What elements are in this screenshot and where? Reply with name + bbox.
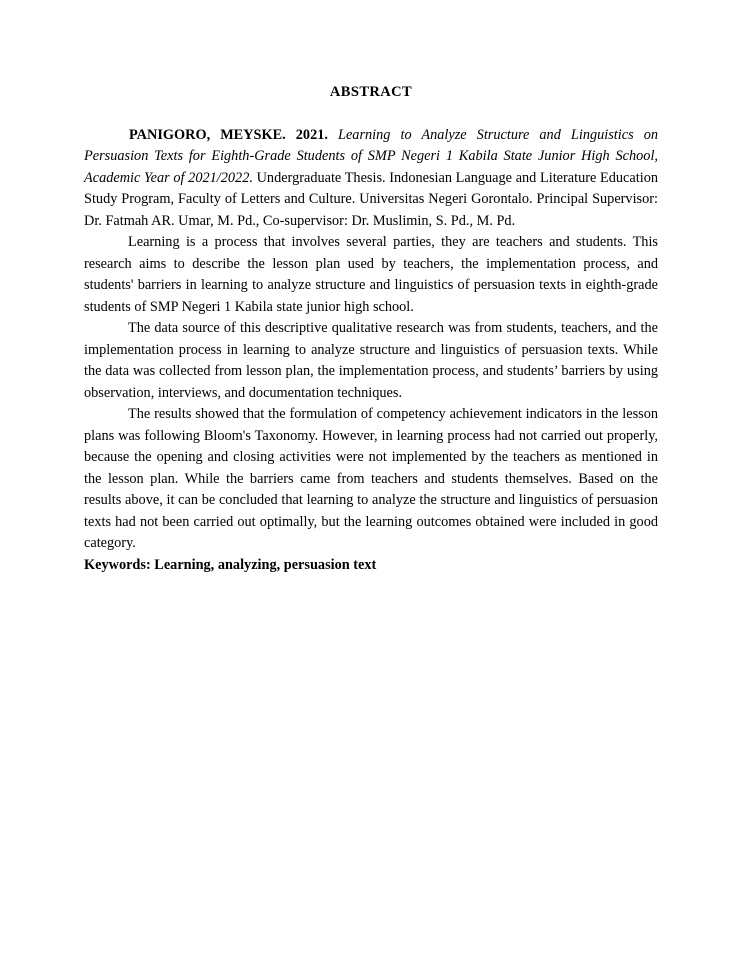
- page-title: ABSTRACT: [329, 84, 413, 100]
- thesis-title: Learning to Analyze Structure and Linguistics on Persuasion Texts for Eighth-Grade Students of SMP Negeri 1 Kabila State Junior High School, Academic Year of 2021/2022.: [84, 126, 659, 186]
- thesis-metadata: Undergraduate Thesis. Indonesian Language and Literature Education Study Program, Faculty of Letters and Culture. Universitas Negeri Gorontalo. Principal Supervisor: Dr. Fatmah AR. Umar, M. Pd., Co-supervisor: Dr. Muslimin, S. Pd., M. Pd.: [84, 169, 658, 229]
- title-spacer: [84, 104, 658, 125]
- method-paragraph: The data source of this descriptive qualitative research was from students, teachers, and the implementation process in learning to analyze structure and linguistics of persuasion texts. While the data was collected from lesson plan, the implementation process, and students’ barriers by using observation, interviews, and documentation techniques.: [84, 320, 658, 401]
- keywords-line: Keywords: Learning, analyzing, persuasion text: [84, 556, 377, 573]
- background-paragraph: Learning is a process that involves several parties, they are teachers and students. This research aims to describe the lesson plan used by teachers, the implementation process, and students' barriers in learning to analyze structure and linguistics of persuasion texts in eighth-grade students of SMP Negeri 1 Kabila state junior high school.: [84, 234, 658, 315]
- author-name: PANIGORO, MEYSKE. 2021.: [129, 126, 328, 143]
- results-paragraph: The results showed that the formulation of competency achievement indicators in the lesson plans was following Bloom's Taxonomy. However, in learning process had not carried out properly, because the opening and closing activities were not implemented by the teachers as mentioned in the lesson plan. While the barriers came from teachers and students themselves. Based on the results above, it can be concluded that learning to analyze the structure and linguistics of persuasion texts had not been carried out optimally, but the learning outcomes obtained were included in good category.: [84, 406, 658, 551]
- abstract-content: [84, 82, 658, 576]
- bibliographic-entry-paragraph: [84, 125, 658, 233]
